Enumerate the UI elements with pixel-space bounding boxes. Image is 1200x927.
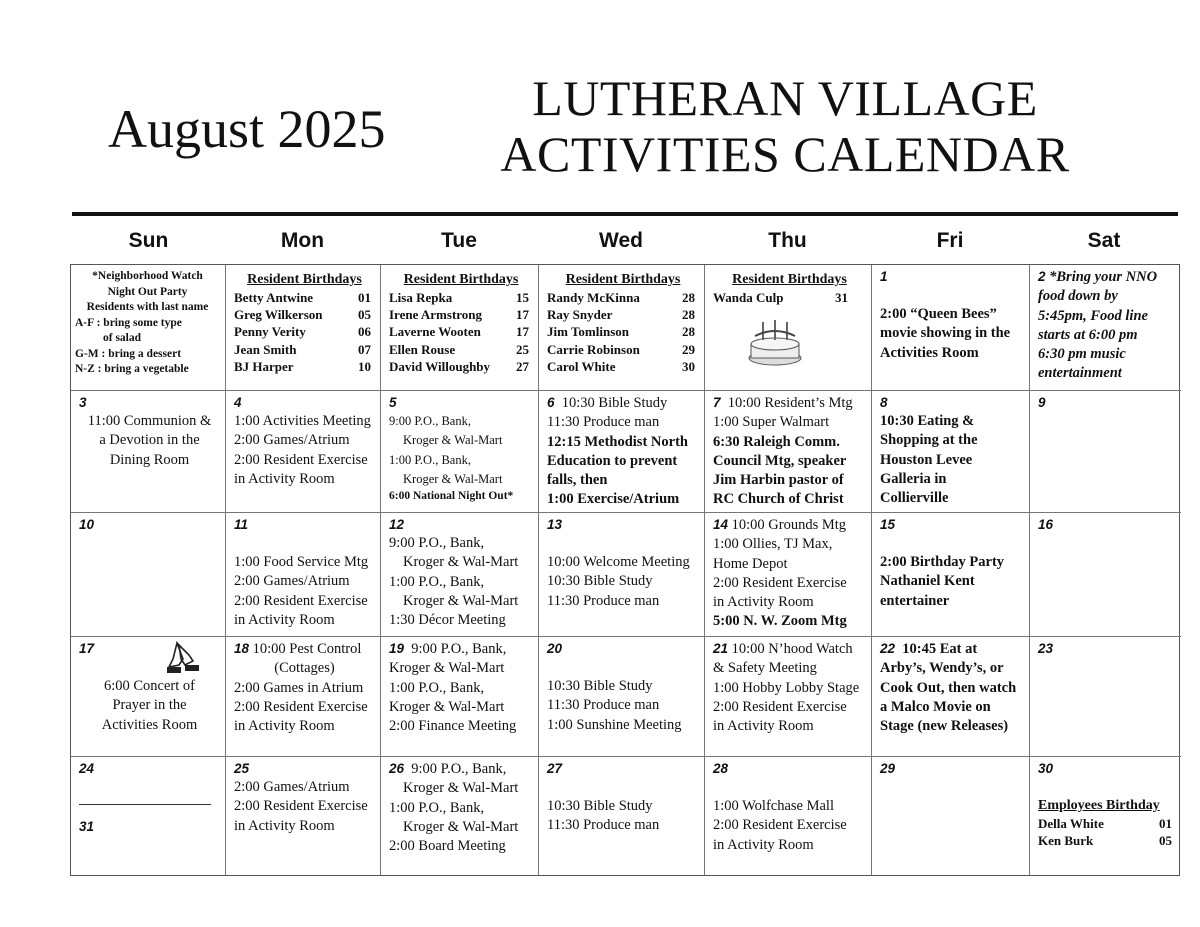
date-number: 25 — [234, 761, 250, 776]
birthday-heading: Resident Birthdays — [732, 272, 847, 287]
birthday-row: Lisa Repka 15 — [389, 290, 529, 305]
date-number: 8 — [880, 395, 888, 410]
cell-week2-thu: 7 10:00 Resident’s Mtg 1:00 Super Walmart 6:30 Raleigh Comm. Council Mtg, speaker Jim Harbin pastor of RC Church of Christ — [705, 391, 872, 513]
birthday-row: David Willoughby 27 — [389, 358, 529, 374]
cell-week3-thu: 14 10:00 Grounds Mtg 1:00 Ollies, TJ Max, Home Depot 2:00 Resident Exercise in Activity Room 5:00 N. W. Zoom Mtg — [705, 513, 872, 637]
cell-week1-tue — [381, 265, 539, 391]
birthday-row: BJ Harper 10 — [234, 358, 371, 374]
praying-hands-icon — [163, 641, 203, 675]
date-number: 5 — [389, 395, 397, 410]
cell-week5-thu: 28 1:00 Wolfchase Mall 2:00 Resident Exercise in Activity Room — [705, 757, 872, 875]
date-number: 9 — [1038, 395, 1046, 410]
cell-week1-fri: 1 2:00 “Queen Bees” movie showing in the Activities Room — [872, 265, 1030, 391]
date-number: 3 — [79, 395, 87, 410]
day-header-thu: Thu — [768, 229, 807, 252]
cell-week4-sun: 17 6:00 Concert of Prayer in the Activities Room — [71, 637, 226, 757]
birthday-heading: Resident Birthdays — [247, 272, 362, 287]
cell-week3-tue: 12 9:00 P.O., Bank, Kroger & Wal-Mart 1:00 P.O., Bank, Kroger & Wal-Mart 1:30 Décor Meeting — [381, 513, 539, 637]
cell-week3-sun — [71, 513, 226, 637]
title-line-2: ACTIVITIES CALENDAR — [500, 126, 1070, 182]
date-number: 22 — [880, 641, 896, 656]
date-number: 19 — [389, 641, 405, 656]
cell-week1-sat: 2 *Bring your NNO food down by 5:45pm, Food line starts at 6:00 pm 6:30 pm music entertainment — [1030, 265, 1181, 391]
day-header-sun: Sun — [128, 229, 169, 252]
birthday-row: Penny Verity 06 — [234, 324, 371, 340]
date-number: 28 — [713, 761, 729, 776]
date-number: 17 — [79, 641, 95, 656]
birthday-row: Jean Smith 07 — [234, 341, 371, 357]
cell-week5-tue: 26 9:00 P.O., Bank, Kroger & Wal-Mart 1:00 P.O., Bank, Kroger & Wal-Mart 2:00 Board Meeting — [381, 757, 539, 875]
cell-week4-wed: 20 10:30 Bible Study 11:30 Produce man 1:00 Sunshine Meeting — [539, 637, 705, 757]
date-number: 4 — [234, 395, 242, 410]
birthday-row: Ray Snyder 28 — [547, 307, 695, 323]
date-number: 21 — [713, 641, 729, 656]
cell-week1-thu — [705, 265, 872, 391]
cell-week4-sat — [1030, 637, 1181, 757]
date-number: 11 — [234, 517, 249, 532]
date-number: 12 — [389, 517, 405, 532]
day-header-wed: Wed — [599, 229, 643, 252]
birthday-row: Ken Burk 05 — [1038, 833, 1172, 849]
month-title: August 2025 — [108, 99, 386, 159]
birthday-row: Irene Armstrong 17 — [389, 307, 529, 323]
birthday-row: Randy McKinna 28 — [547, 290, 695, 305]
cell-week5-mon: 25 2:00 Games/Atrium 2:00 Resident Exercise in Activity Room — [226, 757, 381, 875]
date-number: 10 — [79, 517, 95, 532]
date-number: 27 — [547, 761, 563, 776]
cell-week2-sun: 3 11:00 Communion & a Devotion in the Dining Room — [71, 391, 226, 513]
header-rule — [72, 212, 1178, 216]
cell-week3-fri: 15 2:00 Birthday Party Nathaniel Kent entertainer — [872, 513, 1030, 637]
date-number: 1 — [880, 269, 888, 284]
cell-week1-mon — [226, 265, 381, 391]
employee-birthday-heading: Employees Birthday — [1038, 798, 1160, 813]
day-header-mon: Mon — [280, 229, 325, 252]
cell-week2-mon: 4 1:00 Activities Meeting 2:00 Games/Atrium 2:00 Resident Exercise in Activity Room — [226, 391, 381, 513]
date-number: 23 — [1038, 641, 1054, 656]
cell-week5-sat — [1030, 757, 1181, 875]
cell-week4-fri: 22 10:45 Eat at Arby’s, Wendy’s, or Cook Out, then watch a Malco Movie on Stage (new Releases) — [872, 637, 1030, 757]
cell-week4-mon: 18 10:00 Pest Control (Cottages) 2:00 Games in Atrium 2:00 Resident Exercise in Activity Room — [226, 637, 381, 757]
cell-week5-sun — [71, 757, 226, 875]
date-number: 18 — [234, 641, 250, 656]
birthday-row: Ellen Rouse 25 — [389, 341, 529, 357]
date-number: 30 — [1038, 761, 1054, 776]
cell-week2-tue: 5 9:00 P.O., Bank, Kroger & Wal-Mart 1:00 P.O., Bank, Kroger & Wal-Mart 6:00 National Night Out* — [381, 391, 539, 513]
cell-week4-tue: 19 9:00 P.O., Bank, Kroger & Wal-Mart 1:00 P.O., Bank, Kroger & Wal-Mart 2:00 Finance Meeting — [381, 637, 539, 757]
cell-week3-wed: 13 10:00 Welcome Meeting 10:30 Bible Study 11:30 Produce man — [539, 513, 705, 637]
date-number: 20 — [547, 641, 563, 656]
cell-week1-wed — [539, 265, 705, 391]
date-number: 31 — [79, 819, 95, 834]
date-number: 14 — [713, 517, 729, 532]
birthday-cake-icon — [743, 314, 807, 370]
date-number: 6 — [547, 395, 555, 410]
cell-week2-fri: 8 10:30 Eating & Shopping at the Houston Levee Galleria in Collierville — [872, 391, 1030, 513]
birthday-row: Greg Wilkerson 05 — [234, 307, 371, 323]
day-header-tue: Tue — [441, 229, 477, 252]
cell-week3-mon: 11 1:00 Food Service Mtg 2:00 Games/Atrium 2:00 Resident Exercise in Activity Room — [226, 513, 381, 637]
title-line-1: LUTHERAN VILLAGE — [532, 70, 1038, 126]
date-number: 13 — [547, 517, 563, 532]
date-number: 7 — [713, 395, 721, 410]
day-header-sat: Sat — [1087, 229, 1121, 252]
cell-week5-fri — [872, 757, 1030, 875]
birthday-row: Betty Antwine 01 — [234, 290, 371, 305]
calendar-grid — [70, 264, 1180, 876]
birthday-row: Laverne Wooten 17 — [389, 324, 529, 340]
cell-week1-sun: *Neighborhood Watch Night Out Party Residents with last name A-F : bring some type of salad G-M : bring a dessert N-Z : bring a vegetable — [71, 265, 226, 391]
birthday-row: Carol White 30 — [547, 358, 695, 374]
cell-week4-thu: 21 10:00 N’hood Watch & Safety Meeting 1:00 Hobby Lobby Stage 2:00 Resident Exercise in Activity Room — [705, 637, 872, 757]
day-header-fri: Fri — [936, 229, 964, 252]
date-number: 29 — [880, 761, 896, 776]
birthday-heading: Resident Birthdays — [403, 272, 519, 287]
calendar-title — [470, 70, 1100, 182]
birthday-row: Carrie Robinson 29 — [547, 341, 695, 357]
date-number: 15 — [880, 517, 896, 532]
date-number: 26 — [389, 761, 405, 776]
birthday-heading: Resident Birthdays — [565, 272, 681, 287]
birthday-row: Della White 01 — [1038, 816, 1172, 831]
date-number: 24 — [79, 761, 95, 776]
date-number: 16 — [1038, 517, 1054, 532]
cell-week2-wed: 6 10:30 Bible Study 11:30 Produce man 12:15 Methodist North Education to prevent falls, then 1:00 Exercise/Atrium — [539, 391, 705, 513]
birthday-row: Jim Tomlinson 28 — [547, 324, 695, 340]
date-divider — [79, 804, 211, 805]
cell-week2-sat — [1030, 391, 1181, 513]
cell-week5-wed: 27 10:30 Bible Study 11:30 Produce man — [539, 757, 705, 875]
birthday-row: Wanda Culp 31 — [713, 290, 848, 305]
date-number: 2 — [1038, 269, 1046, 284]
cell-week3-sat — [1030, 513, 1181, 637]
